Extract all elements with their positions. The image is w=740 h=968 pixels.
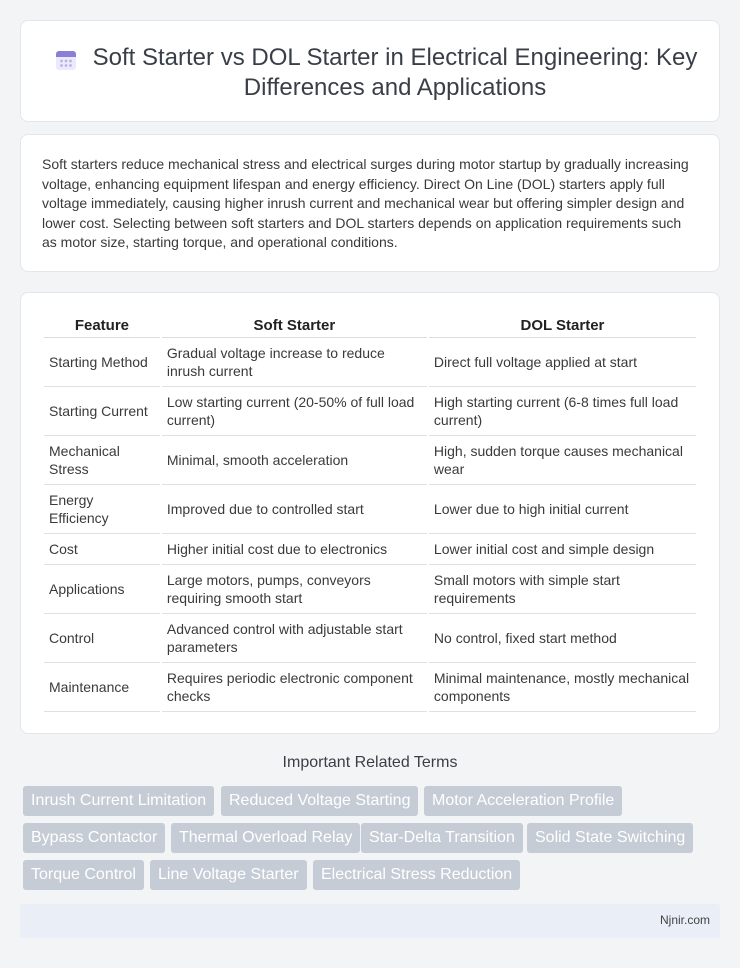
table-row xyxy=(44,565,696,614)
header-dol-starter: DOL Starter xyxy=(429,315,696,338)
tag-bypass-contactor[interactable]: Bypass Contactor xyxy=(23,823,165,853)
feature-cell: Starting Method xyxy=(44,338,160,387)
tag-motor-acceleration-profile[interactable]: Motor Acceleration Profile xyxy=(424,786,622,816)
table-row xyxy=(44,534,696,565)
dol-starter-cell: Lower initial cost and simple design xyxy=(429,534,696,565)
tag-reduced-voltage-starting[interactable]: Reduced Voltage Starting xyxy=(221,786,418,816)
soft-starter-cell: Higher initial cost due to electronics xyxy=(162,534,427,565)
table-row xyxy=(44,614,696,663)
soft-starter-cell: Requires periodic electronic component checks xyxy=(162,663,427,712)
feature-cell: Starting Current xyxy=(44,387,160,436)
soft-starter-cell: Large motors, pumps, conveyors requiring smooth start xyxy=(162,565,427,614)
related-terms-heading: Important Related Terms xyxy=(282,754,458,771)
tag-star-delta-transition[interactable]: Star-Delta Transition xyxy=(361,823,523,853)
table-row xyxy=(44,436,696,485)
dol-starter-cell: No control, fixed start method xyxy=(429,614,696,663)
intro-card xyxy=(20,134,720,272)
table-row xyxy=(44,663,696,712)
footer-bar xyxy=(20,904,720,938)
table-header-row xyxy=(44,315,696,338)
tag-solid-state-switching[interactable]: Solid State Switching xyxy=(527,823,693,853)
header-soft-starter: Soft Starter xyxy=(162,315,427,338)
comparison-table xyxy=(42,315,698,712)
soft-starter-cell: Improved due to controlled start xyxy=(162,485,427,534)
tag-thermal-overload-relay[interactable]: Thermal Overload Relay xyxy=(171,823,360,853)
footer-site-link[interactable]: Njnir.com xyxy=(659,913,710,927)
tag-torque-control[interactable]: Torque Control xyxy=(23,860,144,890)
dol-starter-cell: Small motors with simple start requirements xyxy=(429,565,696,614)
table-row xyxy=(44,338,696,387)
tag-electrical-stress-reduction[interactable]: Electrical Stress Reduction xyxy=(313,860,520,890)
dol-starter-cell: High starting current (6-8 times full load current) xyxy=(429,387,696,436)
soft-starter-cell: Advanced control with adjustable start parameters xyxy=(162,614,427,663)
title-card xyxy=(20,20,720,122)
calendar-grid-icon xyxy=(54,48,78,72)
feature-cell: Maintenance xyxy=(44,663,160,712)
feature-cell: Control xyxy=(44,614,160,663)
dol-starter-cell: Lower due to high initial current xyxy=(429,485,696,534)
tag-line-voltage-starter[interactable]: Line Voltage Starter xyxy=(150,860,307,890)
comparison-table-card xyxy=(20,292,720,734)
page-title: Soft Starter vs DOL Starter in Electrical Engineering: Key Differences and Applications xyxy=(92,44,698,101)
dol-starter-cell: Minimal maintenance, mostly mechanical components xyxy=(429,663,696,712)
header-feature: Feature xyxy=(44,315,160,338)
feature-cell: Mechanical Stress xyxy=(44,436,160,485)
table-row xyxy=(44,485,696,534)
feature-cell: Cost xyxy=(44,534,160,565)
dol-starter-cell: Direct full voltage applied at start xyxy=(429,338,696,387)
tag-inrush-current-limitation[interactable]: Inrush Current Limitation xyxy=(23,786,214,816)
feature-cell: Energy Efficiency xyxy=(44,485,160,534)
soft-starter-cell: Minimal, smooth acceleration xyxy=(162,436,427,485)
soft-starter-cell: Gradual voltage increase to reduce inrush current xyxy=(162,338,427,387)
soft-starter-cell: Low starting current (20-50% of full load current) xyxy=(162,387,427,436)
dol-starter-cell: High, sudden torque causes mechanical wear xyxy=(429,436,696,485)
table-row xyxy=(44,387,696,436)
intro-paragraph: Soft starters reduce mechanical stress and electrical surges during motor startup by gradually increasing voltage, enhancing equipment lifespan and energy efficiency. Direct On Line (DOL) starters apply full voltage immediately, causing higher inrush current and mechanical wear but offering simpler design and lower cost. Selecting between soft starters and DOL starters depends on application requirements such as motor size, starting torque, and operational conditions. xyxy=(42,156,689,251)
feature-cell: Applications xyxy=(44,565,160,614)
